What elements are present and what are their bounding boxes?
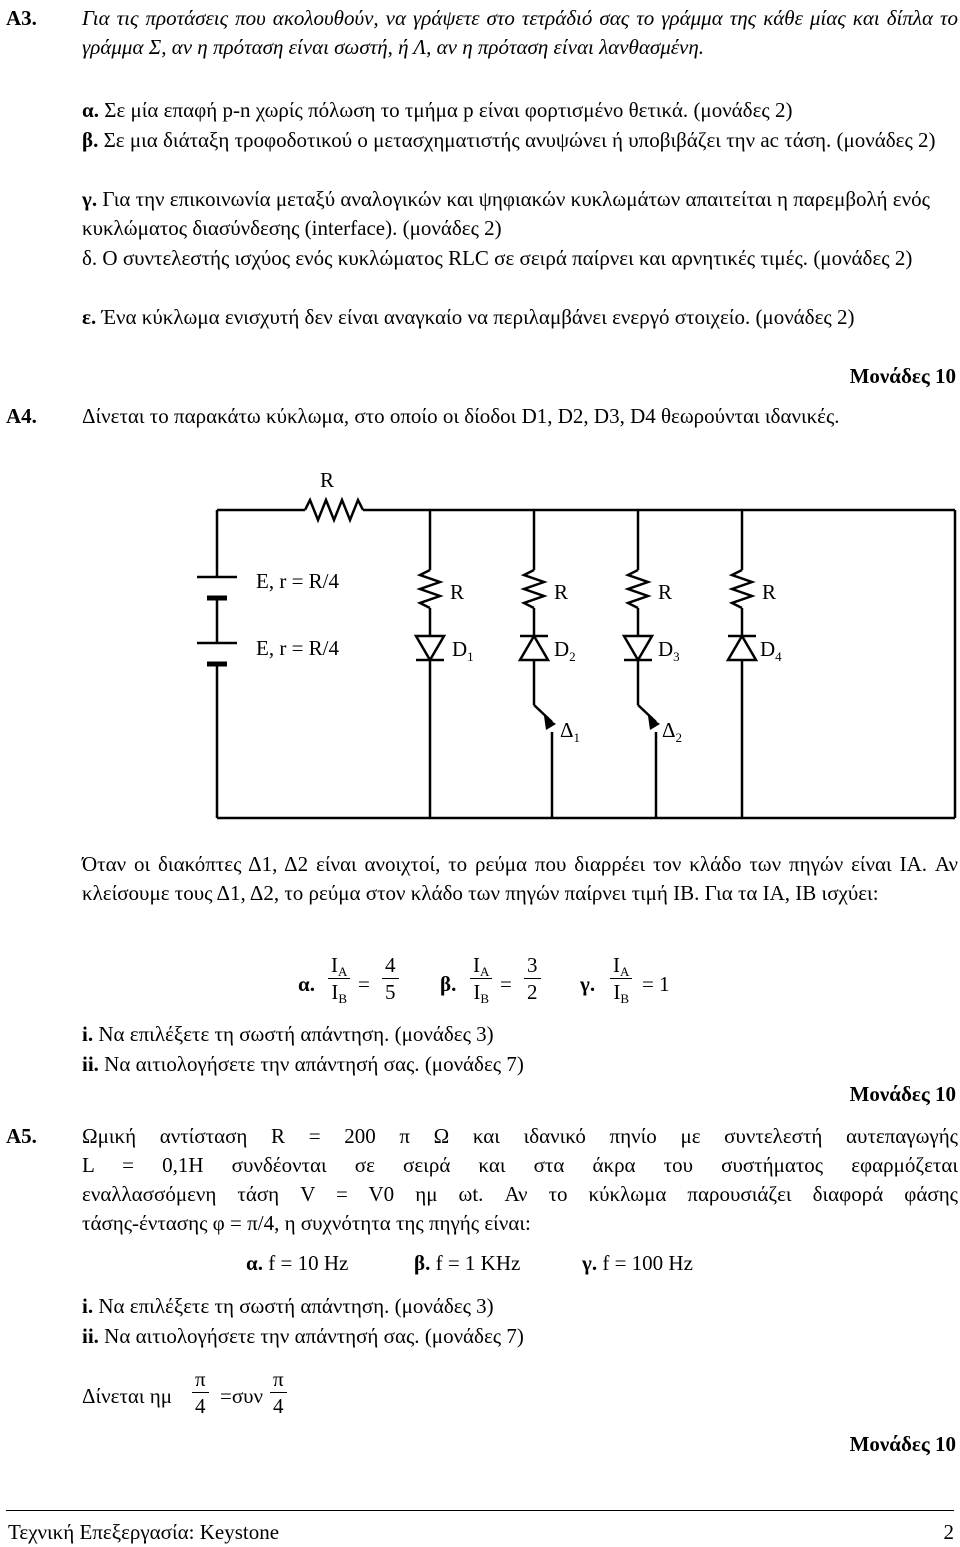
a3-total-marks: Μονάδες 10 [849,364,956,388]
page-number: 2 [943,1520,954,1544]
a3-item-a [82,96,958,125]
sub-text: Να αιτιολογήσετε την απάντησή σας. [104,1052,420,1076]
a4-sub-ii [82,1050,958,1079]
top-resistor-symbol [305,500,363,520]
diode2-label: $D_2$ [554,637,576,664]
item-text: Ένα κύκλωμα ενισχυτή δεν είναι αναγκαίο να περιλαμβάνει ενεργό στοιχείο. [101,305,751,329]
footer-divider [6,1510,954,1511]
branch3-diode-triangle [624,636,652,660]
question-number-a4: A4. [6,404,37,428]
sub-roman: i. [82,1294,94,1318]
item-letter: α. [82,98,99,122]
item-letter: β. [82,128,99,152]
fraction-pi-4: $\frac{\pi}{4}$ [192,1366,209,1419]
a5-line-2: L = 0,1H συνδέονται σε σειρά και στα άκρα του συστήματος εφαρμόζεται [82,1153,958,1177]
a5-option-c: γ. f = 100 Hz [582,1251,693,1275]
fraction-ia-ib: $\frac{I_A}{I_B}$ [610,952,632,1005]
item-letter: δ. [82,246,98,270]
a4-sub-i [82,1020,958,1049]
item-letter: γ. [82,187,98,211]
source2-label: E, r = R/4 [256,636,340,660]
switch2-blade [638,705,656,722]
equals-sign: = [358,972,370,996]
sub-marks: (μονάδες 7) [424,1324,524,1348]
switch1-label: $\Delta_1$ [560,718,581,745]
sub-roman: i. [82,1022,94,1046]
branch4-diode-triangle [728,636,756,660]
circuit-diagram [180,460,960,838]
item-text: Σε μια διάταξη τροφοδοτικού ο μετασχηματιστής ανυψώνει ή υποβιβάζει την ac τάση. [103,128,832,152]
item-marks: (μονάδες 2) [836,128,936,152]
switch2-label: $\Delta_2$ [662,718,683,745]
branch4-resistor [732,570,752,608]
sub-marks: (μονάδες 7) [424,1052,524,1076]
given-mid: =συν [220,1384,264,1408]
sub-marks: (μονάδες 3) [394,1022,494,1046]
diode4-label: $D_4$ [760,637,782,664]
a3-item-e [82,303,958,332]
a4-total-marks: Μονάδες 10 [849,1082,956,1106]
diode3-label: $D_3$ [658,637,680,664]
option-letter: β. [440,972,457,996]
branch2-resistor-label: R [554,580,569,604]
fraction-value: $\frac{3}{2}$ [524,952,541,1005]
a4-intro: Δίνεται το παρακάτω κύκλωμα, στο οποίο οι δίοδοι D1, D2, D3, D4 θεωρούνται ιδανικές. [82,404,840,428]
a3-item-d [82,244,958,273]
sub-marks: (μονάδες 3) [394,1294,494,1318]
sub-roman: ii. [82,1052,99,1076]
item-letter: ε. [82,305,97,329]
given-prefix: Δίνεται ημ [82,1384,173,1408]
branch1-resistor [420,570,440,608]
a5-sub-i [82,1292,958,1321]
branch4-resistor-label: R [762,580,777,604]
fraction-ia-ib: $\frac{I_A}{I_B}$ [470,952,492,1005]
question-number-a5: A5. [6,1124,37,1148]
a3-intro-text: Για τις προτάσεις που ακολουθούν, να γράψετε στο τετράδιό σας το γράμμα της κάθε μίας και δίπλα το γράμμα Σ, αν η πρόταση είναι σωστή, ή Λ, αν η πρόταση είναι λανθασμένη. [82,6,958,59]
fraction-value: $\frac{4}{5}$ [382,952,399,1005]
equals-one: = 1 [642,972,670,996]
item-marks: (μονάδες 2) [693,98,793,122]
switch1-contact [544,716,556,730]
a4-paragraph: Όταν οι διακόπτες Δ1, Δ2 είναι ανοιχτοί, το ρεύμα που διαρρέει τον κλάδο των πηγών είναι IA. Αν κλείσουμε τους Δ1, Δ2, το ρεύμα στον κλάδο των πηγών παίρνει τιμή IB. Για τα IA, IB ισχύει: [82,852,958,905]
a5-option-b: β. f = 1 KHz [414,1251,521,1275]
diode1-label: $D_1$ [452,637,474,664]
branch3-resistor [628,570,648,608]
branch3-resistor-label: R [658,580,673,604]
footer-text: Τεχνική Επεξεργασία: Keystone [8,1520,280,1544]
a5-total-marks: Μονάδες 10 [849,1432,956,1456]
branch2-diode-triangle [520,636,548,660]
a4-options [298,952,938,1018]
top-resistor-label: R [320,468,335,492]
option-letter: γ. [580,972,596,996]
a5-line-3: εναλλασσόμενη τάση V = V0 ημ ωt. Αν το κύκλωμα παρουσιάζει διαφορά φάσης [82,1182,958,1206]
a3-item-b [82,126,958,155]
a5-paragraph [82,1122,958,1238]
source1-label: E, r = R/4 [256,569,340,593]
sub-text: Να επιλέξετε τη σωστή απάντηση. [98,1294,390,1318]
a3-intro [82,4,958,62]
question-number-a3: A3. [6,6,37,30]
item-marks: (μονάδες 2) [402,216,502,240]
a5-option-a: α. f = 10 Hz [246,1251,349,1275]
branch2-resistor [524,570,544,608]
equals-sign: = [500,972,512,996]
option-letter: α. [298,972,315,996]
a5-line-1: Ωμική αντίσταση R = 200 π Ω και ιδανικό πηνίο με συντελεστή αυτεπαγωγής [82,1124,958,1148]
item-marks: (μονάδες 2) [813,246,913,270]
a3-item-c [82,185,958,243]
fraction-ia-ib: $\frac{I_A}{I_B}$ [328,952,350,1005]
branch1-resistor-label: R [450,580,465,604]
switch2-contact [648,716,660,730]
item-marks: (μονάδες 2) [755,305,855,329]
item-text: Σε μία επαφή p-n χωρίς πόλωση το τμήμα p είναι φορτισμένο θετικά. [104,98,689,122]
sub-roman: ii. [82,1324,99,1348]
item-text: Για την επικοινωνία μεταξύ αναλογικών και ψηφιακών κυκλωμάτων απαιτείται η παρεμβολή ενός κυκλώματος διασύνδεσης (interface). [82,187,930,240]
branch1-diode-triangle [416,636,444,660]
a5-sub-ii [82,1322,958,1351]
switch1-blade [534,705,552,722]
sub-text: Να αιτιολογήσετε την απάντησή σας. [104,1324,420,1348]
circuit-svg [180,460,960,830]
a5-line-4: τάσης-έντασης φ = π/4, η συχνότητα της πηγής είναι: [82,1211,531,1235]
sub-text: Να επιλέξετε τη σωστή απάντηση. [98,1022,390,1046]
item-text: Ο συντελεστής ισχύος ενός κυκλώματος RLC σε σειρά παίρνει και αρνητικές τιμές. [102,246,809,270]
fraction-pi-4: $\frac{\pi}{4}$ [270,1366,287,1419]
